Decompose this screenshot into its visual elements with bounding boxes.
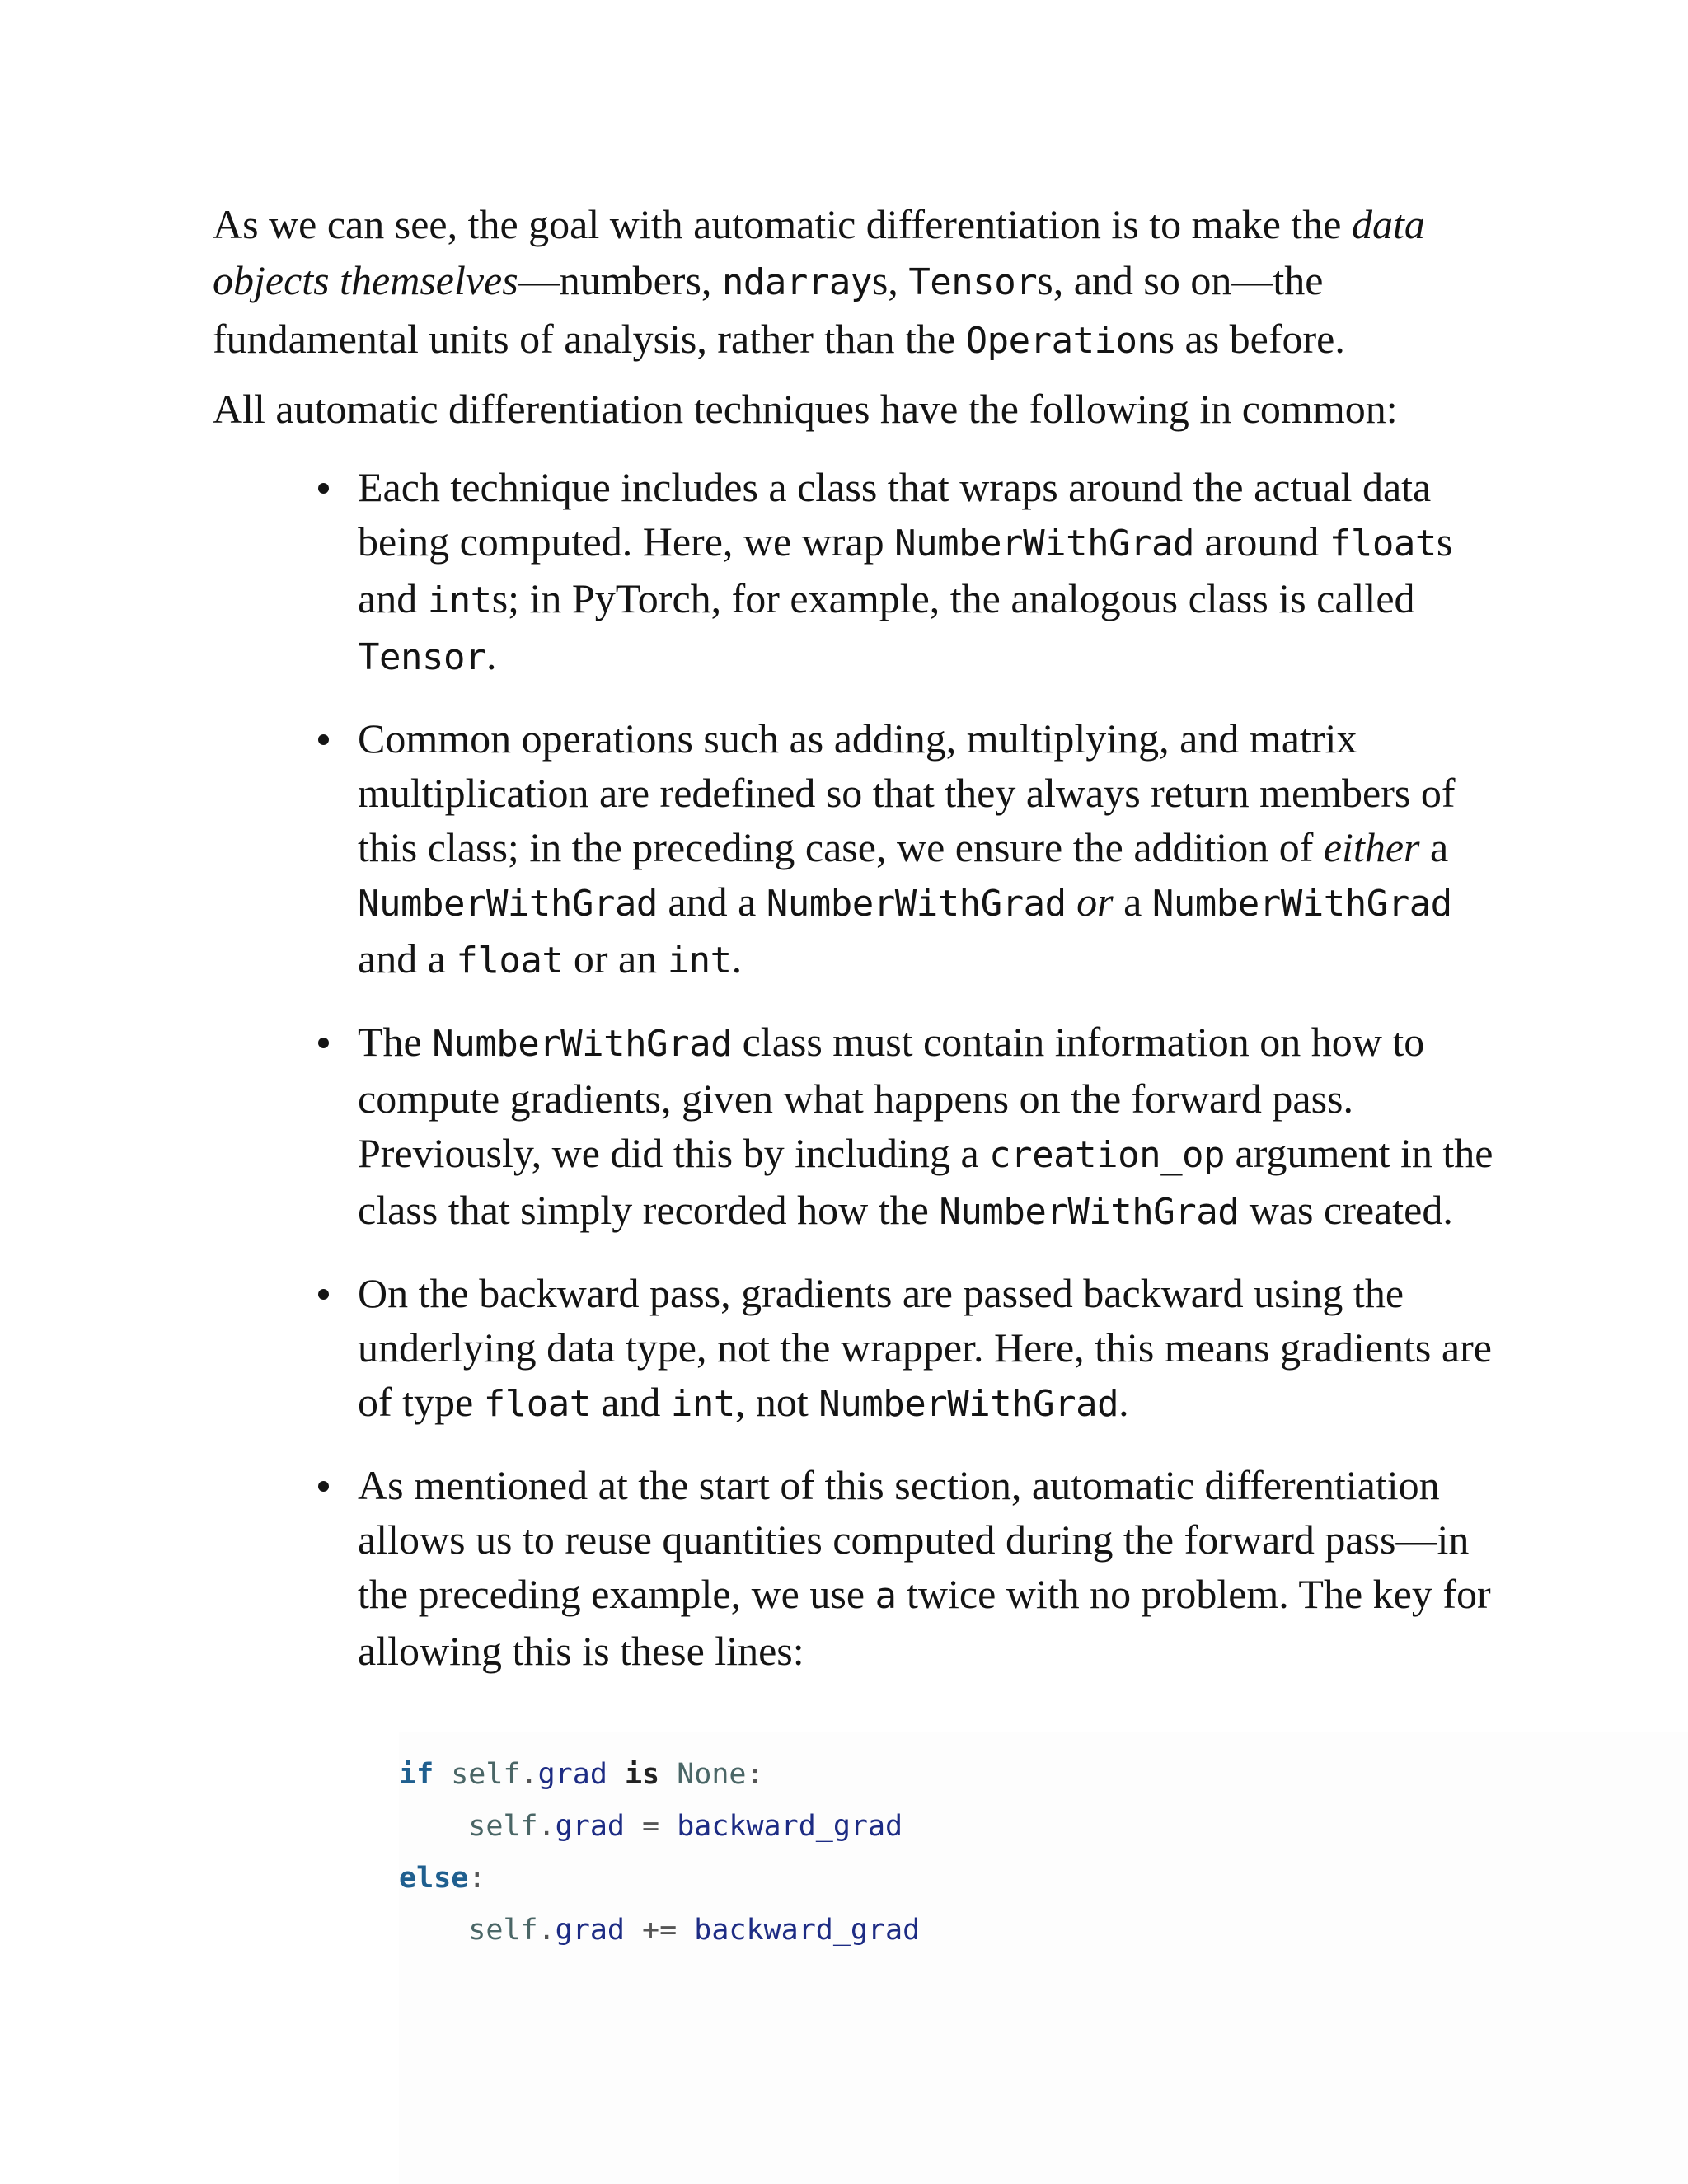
text: As we can see, the goal with automatic differentiation is to make the <box>213 201 1352 247</box>
text: . <box>731 935 743 982</box>
code-token: None <box>677 1758 747 1791</box>
bullet-icon <box>318 1038 329 1048</box>
code-token: : <box>746 1758 764 1791</box>
indent <box>399 1914 468 1947</box>
text: —numbers, <box>518 257 722 303</box>
emphasis: data objects themselves <box>213 201 1425 303</box>
code-line <box>399 1914 920 1947</box>
list-item <box>213 1015 1498 1240</box>
code-token: : <box>468 1862 486 1895</box>
code-token: . <box>537 1914 556 1947</box>
code-token: grad <box>555 1810 625 1843</box>
text: a <box>1113 879 1152 925</box>
inline-code: Operation <box>965 320 1159 362</box>
emphasis: or <box>1076 879 1114 925</box>
text: or an <box>563 935 668 982</box>
inline-code: NumberWithGrad <box>1151 883 1452 925</box>
inline-code: NumberWithGrad <box>766 883 1067 925</box>
inline-code: int <box>670 1383 735 1425</box>
inline-code: NumberWithGrad <box>432 1023 733 1065</box>
text: around <box>1194 518 1329 565</box>
code-line <box>399 1862 485 1895</box>
bullet-icon <box>318 1289 329 1300</box>
text: , not <box>734 1379 819 1425</box>
code-token: . <box>520 1758 538 1791</box>
bullet-list <box>213 460 1498 1678</box>
text: s; in PyTorch, for example, the analogous class is called <box>491 575 1415 621</box>
code-line <box>399 1810 903 1843</box>
code-line <box>399 1758 764 1791</box>
text <box>1067 879 1077 925</box>
inline-code: NumberWithGrad <box>939 1191 1240 1233</box>
inline-code: int <box>427 579 492 621</box>
text: s, <box>871 257 909 303</box>
text: Each technique includes a class that wraps around the actual data being computed. Here, we wrap <box>358 464 1432 565</box>
text: s as before. <box>1158 316 1345 362</box>
code-token: backward_grad <box>694 1914 921 1947</box>
code-token: += <box>624 1914 695 1947</box>
list-item <box>213 1266 1498 1432</box>
code-token: . <box>537 1810 556 1843</box>
text: s and <box>358 518 1453 621</box>
page-content <box>213 196 1498 1704</box>
code-block <box>399 1732 1688 2184</box>
text: As mentioned at the start of this section, automatic differentiation allows us to reuse quantities computed during the forward pass—in the preceding example, we use <box>358 1462 1470 1617</box>
code-token: self <box>468 1810 538 1843</box>
code-listing <box>399 1732 1688 1957</box>
list-item <box>213 460 1498 685</box>
text: twice with no problem. The key for allowing this is these lines: <box>358 1571 1491 1674</box>
bullet-icon <box>318 734 329 745</box>
code-token: grad <box>555 1914 625 1947</box>
inline-code: int <box>667 940 732 982</box>
keyword: else <box>399 1862 469 1895</box>
text: and a <box>358 935 457 982</box>
text: and <box>590 1379 671 1425</box>
lead-in-paragraph: All automatic differentiation techniques have the following in common: <box>213 386 1398 432</box>
text: . <box>485 632 497 678</box>
inline-code: float <box>1329 523 1437 565</box>
text: The <box>358 1019 433 1065</box>
text: and a <box>657 879 767 925</box>
inline-code: NumberWithGrad <box>358 883 658 925</box>
text: a <box>1419 824 1449 870</box>
inline-code: Tensor <box>358 636 486 678</box>
inline-code: ndarray <box>721 261 872 303</box>
inline-code: float <box>483 1383 591 1425</box>
text: class must contain information on how to compute gradients, given what happens on the forward pass. Previously, we did this by including a <box>358 1019 1425 1176</box>
code-token: grad <box>537 1758 607 1791</box>
text: argument in the class that simply recorded how the <box>358 1130 1493 1233</box>
text: s, and so on—the fundamental units of analysis, rather than the <box>213 257 1324 362</box>
inline-code: a <box>874 1575 897 1617</box>
text: On the backward pass, gradients are passed backward using the underlying data type, not the wrapper. Here, this means gradients are of type <box>358 1270 1492 1425</box>
code-token: self <box>468 1914 538 1947</box>
text: . <box>1118 1379 1129 1425</box>
list-item <box>213 711 1498 988</box>
code-token: backward_grad <box>677 1810 903 1843</box>
bullet-icon <box>318 483 329 494</box>
list-item <box>213 1458 1498 1678</box>
inline-code: NumberWithGrad <box>818 1383 1119 1425</box>
bullet-icon <box>318 1481 329 1492</box>
text: was created. <box>1239 1187 1453 1233</box>
inline-code: NumberWithGrad <box>894 523 1195 565</box>
keyword: is <box>624 1758 660 1791</box>
intro-paragraph <box>213 196 1498 369</box>
indent <box>399 1810 468 1843</box>
text: Common operations such as adding, multiplying, and matrix multiplication are redefined so that they always return members of this class; in the preceding case, we ensure the addition of <box>358 715 1456 870</box>
inline-code: Tensor <box>908 261 1038 303</box>
code-token: self <box>451 1758 521 1791</box>
inline-code: creation_op <box>989 1134 1226 1176</box>
keyword: if <box>399 1758 434 1791</box>
code-token: = <box>624 1810 678 1843</box>
emphasis: either <box>1323 824 1420 870</box>
inline-code: float <box>456 940 564 982</box>
